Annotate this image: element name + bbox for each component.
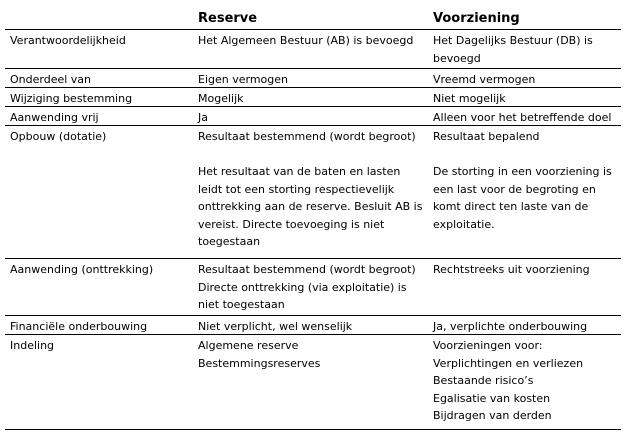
table-row <box>5 69 621 88</box>
voorziening-line: Egalisatie van kosten <box>433 391 551 405</box>
table-row <box>5 88 621 107</box>
reserve-cell <box>198 32 413 50</box>
voorziening-line: Verplichtingen en verliezen <box>433 356 584 370</box>
reserve-line: Algemene reserve <box>198 339 299 352</box>
reserve-line: Het Algemeen Bestuur (AB) is bevoegd <box>198 34 414 47</box>
voorziening-cell: Vreemd vermogen <box>433 73 536 86</box>
reserve-line: Directe onttrekking (via exploitatie) is <box>198 280 407 294</box>
reserve-line: Het resultaat van de baten en lasten <box>198 165 401 178</box>
table-header-row <box>5 0 621 30</box>
reserve-line: vereist. Directe toevoeging is niet <box>198 217 385 231</box>
voorziening-line: een last voor de begroting en <box>433 182 596 196</box>
voorziening-line: Het Dagelijks Bestuur (DB) is <box>433 34 593 47</box>
reserve-line: toegestaan <box>198 235 261 248</box>
row-label: Wijziging bestemming <box>10 92 133 105</box>
voorziening-line: De storting in een voorziening is <box>433 165 612 178</box>
row-label: Aanwending vrij <box>10 111 99 124</box>
header-col-reserve: Reserve <box>198 11 258 26</box>
reserve-line: Resultaat bestemmend (wordt begroot) <box>198 130 416 143</box>
row-label: Aanwending (onttrekking) <box>10 263 154 276</box>
voorziening-line: bevoegd <box>433 51 481 65</box>
reserve-cell <box>198 337 320 372</box>
reserve-line: Resultaat bestemmend (wordt begroot) <box>198 263 416 276</box>
voorziening-line: Resultaat bepalend <box>433 130 540 143</box>
voorziening-line: exploitatie. <box>433 217 495 231</box>
reserve-line: niet toegestaan <box>198 298 285 311</box>
voorziening-cell: Alleen voor het betreffende doel <box>433 111 612 124</box>
reserve-line: Bestemmingsreserves <box>198 356 321 370</box>
reserve-cell: Ja <box>198 111 208 124</box>
voorziening-cell: Ja, verplichte onderbouwing <box>433 320 588 333</box>
voorziening-cell <box>433 128 612 233</box>
table-row <box>5 107 621 126</box>
voorziening-cell <box>433 32 593 67</box>
voorziening-line: Rechtstreeks uit voorziening <box>433 263 590 276</box>
row-label: Opbouw (dotatie) <box>10 130 107 143</box>
table-row <box>5 259 621 316</box>
voorziening-cell <box>433 337 583 425</box>
voorziening-cell <box>433 261 590 279</box>
reserve-cell: Mogelijk <box>198 92 244 105</box>
row-label: Verantwoordelijkheid <box>10 34 126 47</box>
table-row <box>5 30 621 69</box>
reserve-cell <box>198 128 422 251</box>
row-label: Onderdeel van <box>10 73 92 86</box>
reserve-cell <box>198 261 416 314</box>
table-row <box>5 316 621 335</box>
reserve-line: onttrekking aan de reserve. Besluit AB is <box>198 200 423 213</box>
header-col-voorziening: Voorziening <box>433 11 520 26</box>
paragraph-spacer <box>198 146 422 164</box>
reserve-line: leidt tot een storting respectievelijk <box>198 182 395 196</box>
reserve-cell: Niet verplicht, wel wenselijk <box>198 320 353 333</box>
voorziening-line: Bestaande risico’s <box>433 374 534 387</box>
table-row <box>5 335 621 430</box>
voorziening-cell: Niet mogelijk <box>433 92 506 105</box>
voorziening-line: Bijdragen van derden <box>433 409 552 422</box>
voorziening-line: Voorzieningen voor: <box>433 339 543 352</box>
paragraph-spacer <box>433 146 612 164</box>
row-label: Financiële onderbouwing <box>10 320 148 333</box>
reserve-cell: Eigen vermogen <box>198 73 288 86</box>
row-label: Indeling <box>10 339 55 352</box>
voorziening-line: komt direct ten laste van de <box>433 200 589 213</box>
table-row <box>5 126 621 259</box>
